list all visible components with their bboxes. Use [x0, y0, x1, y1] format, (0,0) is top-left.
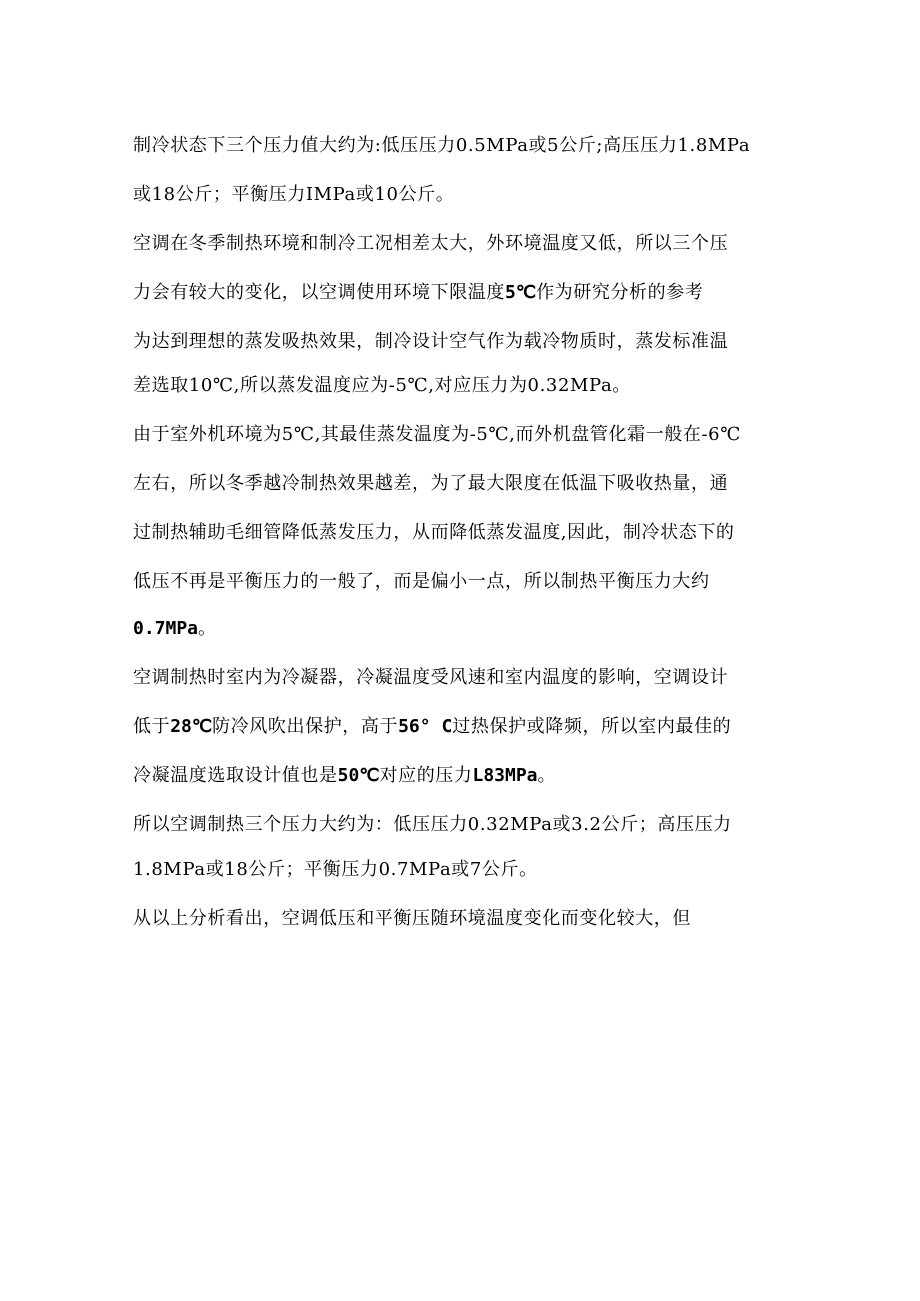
text-line-14 — [133, 764, 556, 788]
text-line-6: 差选取10℃,所以蒸发温度应为-5℃,对应压力为0.32MPa。 — [133, 375, 631, 396]
text-run: 。 — [537, 765, 557, 786]
text-run: 冷凝温度选取设计值也是 — [133, 765, 338, 786]
text-line-9: 过制热辅助毛细管降低蒸发压力，从而降低蒸发温度,因此，制冷状态下的 — [133, 522, 735, 543]
text-line-7: 由于室外机环境为5℃,其最佳蒸发温度为-5℃,而外机盘管化霜一般在-6℃ — [133, 424, 741, 445]
text-run: 。 — [198, 618, 217, 639]
text-line-5: 为达到理想的蒸发吸热效果，制冷设计空气作为载冷物质时，蒸发标准温 — [133, 331, 729, 352]
text-run: 对应的压力 — [379, 765, 473, 786]
text-line-16: 1.8MPa或18公斤；平衡压力0.7MPa或7公斤。 — [133, 859, 538, 880]
text-run: 防冷风吹出保护，高于 — [212, 716, 399, 737]
bold-value: 56° C — [398, 716, 453, 737]
text-line-3: 空调在冬季制热环境和制冷工况相差太大，外环境温度又低，所以三个压 — [133, 233, 729, 254]
text-line-12: 空调制热时室内为冷凝器，冷凝温度受风速和室内温度的影响，空调设计 — [133, 667, 729, 688]
text-line-2: 或18公斤；平衡压力IMPa或10公斤。 — [133, 184, 455, 205]
text-run: 作为研究分析的参考 — [536, 282, 704, 303]
text-line-15: 所以空调制热三个压力大约为：低压压力0.32MPa或3.2公斤；高压压力 — [133, 814, 732, 835]
text-run: 过热保护或降频，所以室内最佳的 — [452, 716, 732, 737]
text-line-13 — [133, 715, 731, 739]
bold-value: 5℃ — [505, 282, 537, 303]
bold-value: L83MPa — [472, 765, 538, 786]
text-line-17: 从以上分析看出，空调低压和平衡压随环境温度变化而变化较大，但 — [133, 908, 691, 929]
bold-value: 0.7MPa — [133, 618, 199, 639]
bold-value: 28℃ — [170, 716, 213, 737]
bold-value: 50℃ — [337, 765, 380, 786]
text-line-4 — [133, 281, 703, 305]
text-run: 力会有较大的变化，以空调使用环境下限温度 — [133, 282, 505, 303]
text-line-10: 低压不再是平衡压力的一般了，而是偏小一点，所以制热平衡压力大约 — [133, 571, 710, 592]
text-line-1: 制冷状态下三个压力值大约为:低压压力0.5MPa或5公斤;高压压力1.8MPa — [133, 135, 751, 156]
text-line-8: 左右，所以冬季越冷制热效果越差，为了最大限度在低温下吸收热量，通 — [133, 473, 729, 494]
text-line-11 — [133, 617, 217, 641]
text-run: 低于 — [133, 716, 171, 737]
